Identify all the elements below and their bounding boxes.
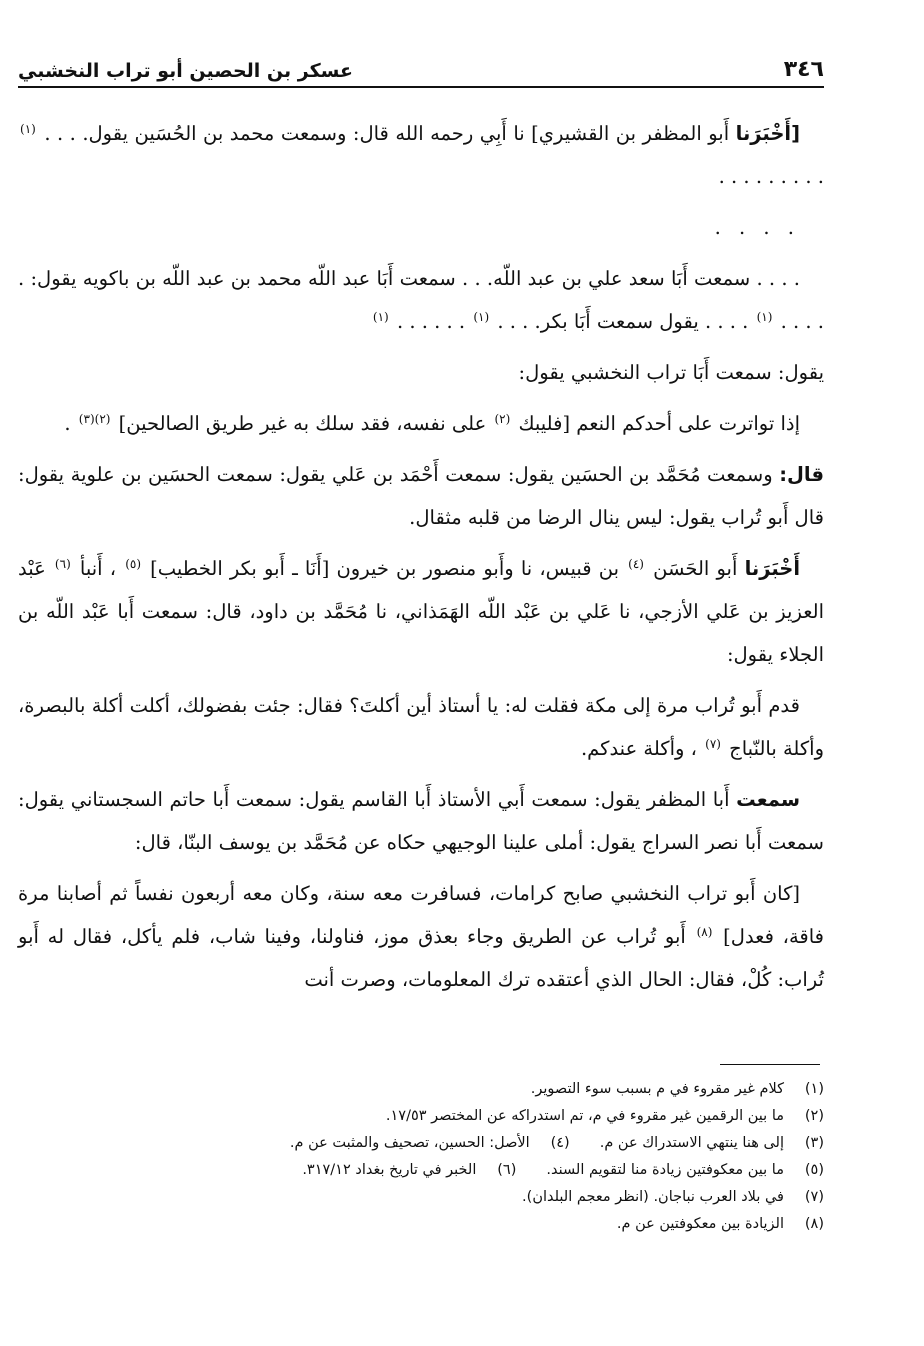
- page-header: [18, 50, 824, 88]
- paragraph-text: إذا تواترت على أحدكم النعم [فليبك: [518, 412, 800, 435]
- footnote-number: (٧): [804, 1189, 824, 1205]
- ellipsis-dots: . . . . . . . . .: [718, 165, 824, 188]
- footnote-text: الأصل: الحسين، تصحيف والمثبت عن م.: [289, 1135, 530, 1151]
- footnote-item: [290, 1130, 570, 1157]
- footnote-marker: (١): [756, 309, 773, 324]
- paragraph-lead-word: أَخْبَرَنا: [744, 557, 801, 580]
- paragraph-text: عَبْد العزيز بن عَلي الأزجي، نا عَلي بن عَبْد اللّه الهَمَذاني، نا مُحَمَّد بن داود، قال: سمعت أَبا عَبْد اللّه بن الجلاء يقول:: [18, 557, 824, 666]
- footnote-number: (٣): [804, 1135, 824, 1151]
- footnote-marker: (٦): [54, 556, 71, 571]
- paragraph-text: قدم أَبو تُراب مرة إلى مكة فقلت له: يا أستاذ أين أكلتَ؟ فقال: جئت بفضولك، أكلت أكلة بالبصرة، وأكلة بالنّباج: [18, 694, 824, 760]
- paragraph-text: بن قبيس، نا وأَبو منصور بن خيرون [أَنَا ـ أَبو بكر الخطيب]: [150, 557, 619, 580]
- paragraph-text: وسمعت مُحَمَّد بن الحسَين يقول: سمعت أَحْمَد بن عَلي يقول: سمعت الحسَين بن علوية يقول: قال أَبو تُراب يقول: ليس ينال الرضا من قلبه مثقال.: [18, 463, 824, 529]
- paragraph-text: يقول: سمعت أَبَا تراب النخشبي يقول:: [518, 361, 824, 384]
- footnote-item: [386, 1103, 824, 1130]
- paragraph-4: [18, 351, 824, 394]
- footnote-marker: (٢): [494, 411, 511, 426]
- paragraph-3: [18, 257, 824, 343]
- page-number: ٣٤٦: [783, 57, 824, 82]
- footnote-text: ما بين معكوفتين زيادة منا لتقويم السند.: [546, 1162, 784, 1178]
- paragraph-9: [18, 778, 824, 864]
- paragraph-text: .: [64, 412, 71, 435]
- footnote-text: في بلاد العرب نباجان. (انظر معجم البلدان).: [522, 1189, 784, 1205]
- footnote-item: [600, 1130, 824, 1157]
- footnote-number: (٢): [804, 1108, 824, 1124]
- paragraph-text: [كان أَبو تراب النخشبي صابح كرامات، فسافرت معه سنة، وكان معه أربعون نفساً ثم أصابنا مرة فاقة، فعدل]: [18, 882, 824, 948]
- footnote-text: إلى هنا ينتهي الاستدراك عن م.: [599, 1135, 784, 1151]
- paragraph-5: [18, 402, 824, 445]
- footnote-line: [18, 1076, 824, 1103]
- paragraph-text: أَبا المظفر يقول: سمعت أَبي الأستاذ أَبا القاسم يقول: سمعت أَبا حاتم السجستاني يقول: سمعت أَبا نصر السراج يقول: أملى علينا الوجيهي حكاه عن مُحَمَّد بن يوسف البنّا، قال:: [18, 788, 824, 854]
- paragraph-1: [18, 112, 824, 198]
- footnote-line: [18, 1103, 824, 1130]
- footnote-marker: (٥): [125, 556, 142, 571]
- footnote-line: [18, 1130, 824, 1157]
- footnote-item: [531, 1076, 824, 1103]
- footnote-marker: (٧): [705, 736, 721, 751]
- footnote-number: (٨): [804, 1216, 824, 1232]
- paragraph-lead-word: سمعت: [736, 788, 800, 811]
- paragraph-text: أَبو الحَسَن: [653, 557, 738, 580]
- footnote-text: كلام غير مقروء في م بسبب سوء التصوير.: [530, 1081, 784, 1097]
- footnote-marker: (١): [372, 309, 389, 324]
- footnote-marker: (٢)(٣): [78, 411, 111, 426]
- footnote-text: ما بين الرقمين غير مقروء في م، تم استدراكه عن المختصر ١٧/٥٣.: [385, 1108, 784, 1124]
- main-text: [18, 112, 824, 1009]
- footnote-number: (٦): [497, 1162, 517, 1178]
- paragraph-lead-word: قال:: [779, 463, 825, 486]
- paragraph-8: [18, 684, 824, 770]
- footnote-number: (٤): [550, 1135, 570, 1151]
- ellipsis-dots: . . . .: [714, 216, 800, 239]
- footnote-text: الزيادة بين معكوفتين عن م.: [616, 1216, 784, 1232]
- footnote-divider: [720, 1064, 820, 1065]
- paragraph-text: . . . . . .: [396, 310, 466, 333]
- footnote-item: [302, 1157, 516, 1184]
- footnote-number: (١): [804, 1081, 824, 1097]
- footnote-item: [617, 1211, 824, 1238]
- footnotes: [18, 1076, 824, 1238]
- paragraph-6: [18, 453, 824, 539]
- footnote-marker: (٤): [628, 556, 644, 571]
- paragraph-text: . . . . يقول سمعت أَبَا بكر. . . .: [497, 310, 749, 333]
- paragraph-text: . . . . سمعت أَبَا سعد علي بن عبد اللّه. . . سمعت أَبَا عبد اللّه محمد بن عبد اللّه بن باكويه يقول: . . . . .: [18, 267, 824, 333]
- paragraph-text: على نفسه، فقد سلك به غير طريق الصالحين]: [118, 412, 487, 435]
- paragraph-text: أَبو تُراب عن الطريق وجاء بعذق موز، فناولنا، وفينا شاب، فلم يأكل، فقال له أَبو تُراب: كُلْ، فقال: الحال الذي أعتقده ترك المعلومات، وصرت أنت: [18, 925, 824, 991]
- paragraph-text: أَبو المظفر بن القشيري] نا أَبِي رحمه الله قال: وسمعت محمد بن الحُسَين يقول. . . .: [44, 122, 730, 145]
- footnote-text: الخبر في تاريخ بغداد ٣١٧/١٢.: [302, 1162, 477, 1178]
- footnote-line: [18, 1157, 824, 1184]
- footnote-line: [18, 1211, 824, 1238]
- footnote-item: [546, 1157, 824, 1184]
- paragraph-text: ، أَنبأ: [79, 557, 117, 580]
- paragraph-text: ، وأكلة عندكم.: [580, 737, 697, 760]
- footnote-number: (٥): [804, 1162, 824, 1178]
- footnote-marker: (١): [20, 121, 36, 136]
- footnote-marker: (١): [473, 309, 490, 324]
- footnote-item: [522, 1184, 824, 1211]
- running-title: عسكر بن الحصين أبو تراب النخشبي: [18, 60, 353, 82]
- paragraph-7: [18, 547, 824, 676]
- footnote-line: [18, 1184, 824, 1211]
- paragraph-2: [18, 206, 824, 249]
- footnote-marker: (٨): [696, 924, 713, 939]
- paragraph-10: [18, 872, 824, 1001]
- paragraph-lead-word: [أَخْبَرَنا: [735, 122, 801, 145]
